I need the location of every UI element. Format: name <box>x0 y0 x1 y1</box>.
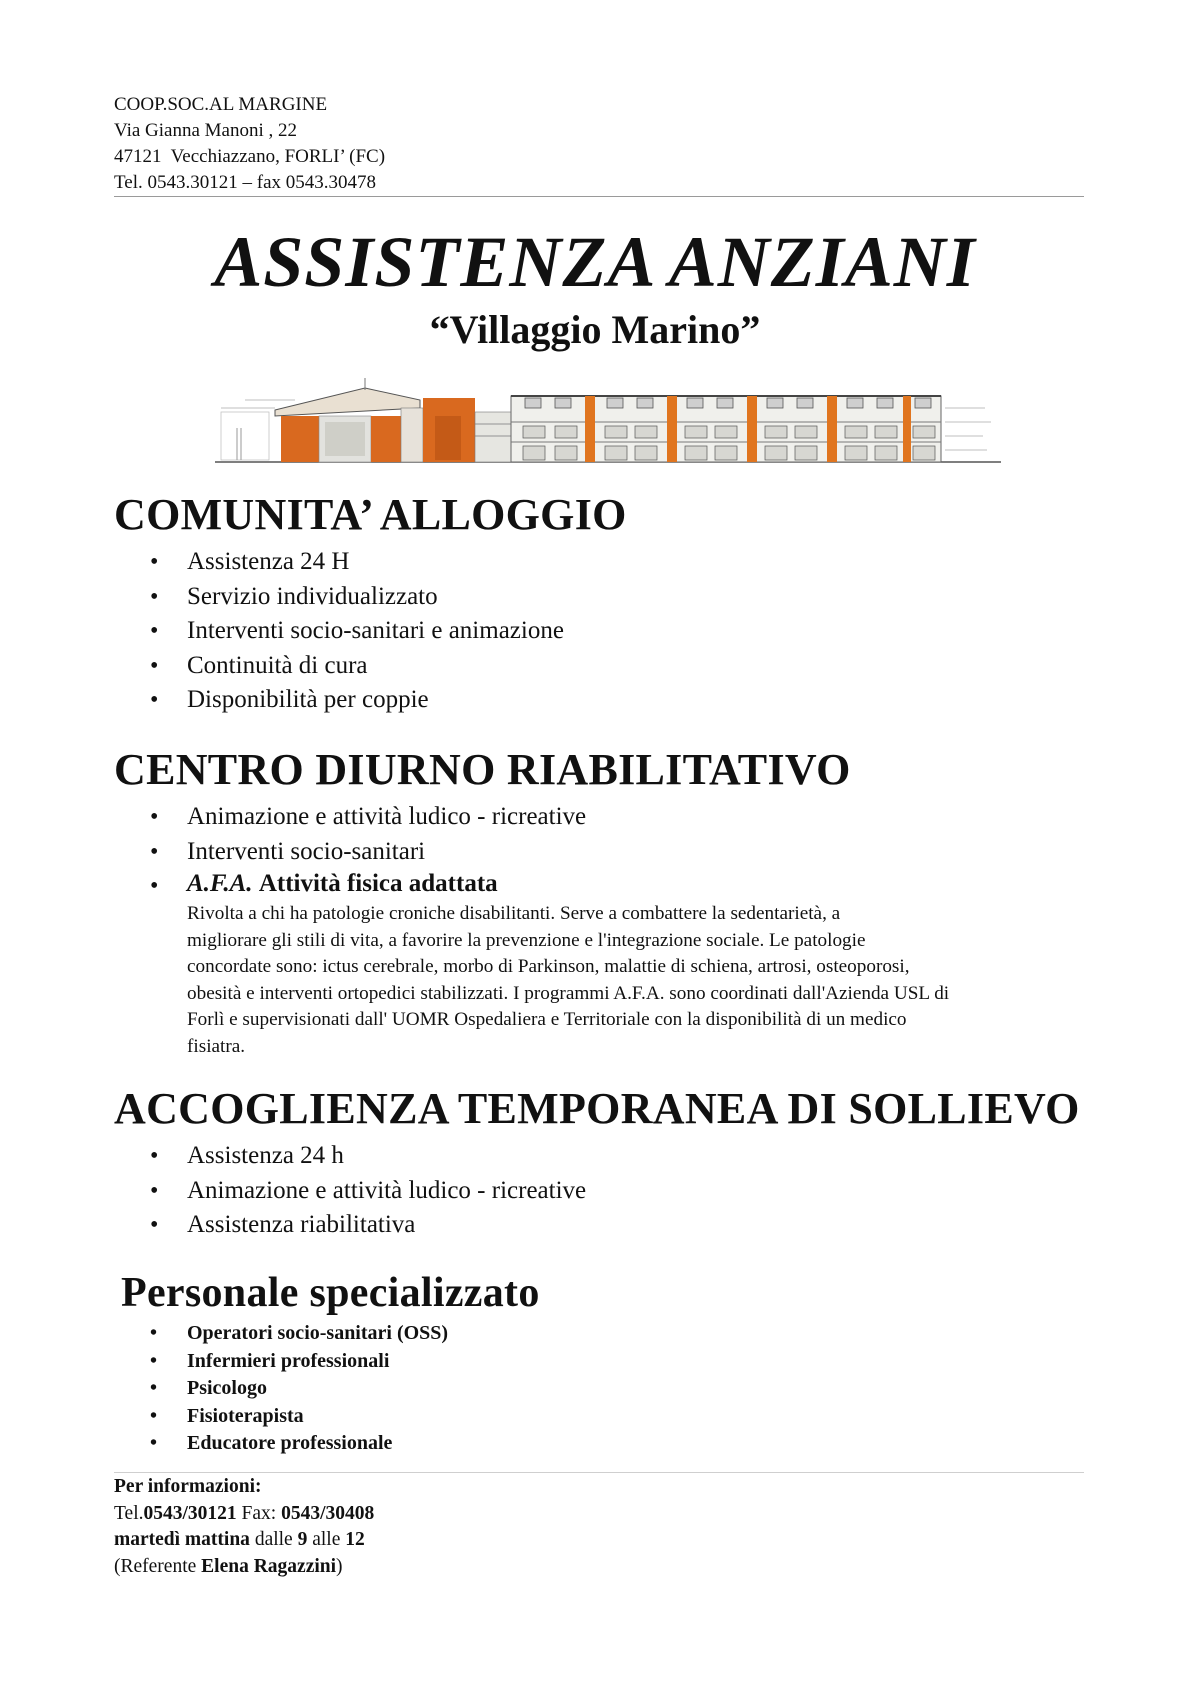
list-item: • Continuità di cura <box>114 649 1114 684</box>
afa-line: Forlì e supervisionati dall' UOMR Ospedaliera e Territoriale con la disponibilità di un medico <box>187 1009 907 1030</box>
org-address: Via Gianna Manoni , 22 <box>114 120 298 141</box>
bullet-icon: • <box>150 652 159 679</box>
list-item: • Animazione e attività ludico - ricreative <box>114 800 1114 835</box>
section-heading: COMUNITA’ ALLOGGIO <box>114 490 627 539</box>
section-centro-diurno <box>114 745 1114 1060</box>
list-item: • Servizio individualizzato <box>114 580 1114 615</box>
services-list <box>114 1139 1114 1243</box>
section-heading: CENTRO DIURNO RIABILITATIVO <box>114 745 851 794</box>
bullet-icon: • <box>150 618 159 644</box>
bullet-icon: • <box>150 1404 158 1427</box>
bullet-icon: • <box>150 1432 158 1454</box>
afa-description <box>187 901 1097 1060</box>
list-item: • Interventi socio-sanitari <box>114 835 1114 870</box>
afa-line: migliorare gli stili di vita, a favorire la prevenzione e l'integrazione sociale. Le patologie <box>187 929 866 951</box>
bullet-icon: • <box>150 1322 158 1344</box>
bullet-icon: • <box>150 583 159 610</box>
section-comunita-alloggio <box>114 490 1114 718</box>
bullet-icon: • <box>150 549 159 575</box>
bullet-icon: • <box>150 1377 158 1399</box>
afa-abbreviation: A.F.A. <box>187 870 253 897</box>
info-hours: martedì mattina dalle 9 alle 12 <box>114 1529 365 1550</box>
org-city: 47121 Vecchiazzano, FORLI’ (FC) <box>114 146 386 167</box>
phone-number: 0543/30121 <box>143 1502 237 1524</box>
section-heading: ACCOGLIENZA TEMPORANEA DI SOLLIEVO <box>114 1084 1080 1133</box>
footer-divider <box>114 1472 1084 1473</box>
bullet-icon: • <box>150 1212 159 1238</box>
list-item: • Animazione e attività ludico - ricreative <box>114 1174 1114 1209</box>
header-divider <box>114 196 1084 197</box>
org-contacts: Tel. 0543.30121 – fax 0543.30478 <box>114 172 377 193</box>
list-item: • Infermieri professionali <box>114 1348 1114 1376</box>
section-personale <box>114 1268 1114 1458</box>
afa-line: Rivolta a chi ha patologie croniche disabilitanti. Serve a combattere la sedentarietà, a <box>187 903 841 924</box>
building-elevation-image <box>215 378 1001 466</box>
list-item: • Fisioterapista <box>114 1403 1114 1431</box>
list-item: • Disponibilità per coppie <box>114 683 1114 718</box>
info-label: Per informazioni: <box>114 1476 262 1497</box>
list-item: • Assistenza 24 h <box>114 1139 1114 1174</box>
afa-line: obesità e interventi ortopedici stabilizzati. I programmi A.F.A. sono coordinati dall'Azienda USL di <box>187 982 950 1004</box>
afa-title: Attività fisica adattata <box>258 870 498 897</box>
org-name: COOP.SOC.AL MARGINE <box>114 94 328 115</box>
afa-heading <box>187 869 1114 899</box>
list-item-afa <box>114 869 1114 1060</box>
fax-number: 0543/30408 <box>281 1502 375 1524</box>
section-accoglienza-sollievo <box>114 1084 1114 1243</box>
info-referent: (Referente Elena Ragazzini) <box>114 1555 343 1577</box>
referent-name: Elena Ragazzini <box>201 1555 337 1577</box>
services-list <box>114 545 1114 718</box>
letterhead <box>114 92 1084 196</box>
section-heading: Personale specializzato <box>121 1270 540 1316</box>
page-subtitle: “Villaggio Marino” <box>429 307 761 352</box>
bullet-icon: • <box>150 1349 158 1372</box>
list-item: • Interventi socio-sanitari e animazione <box>114 614 1114 649</box>
services-list <box>114 800 1114 1060</box>
list-item: • Psicologo <box>114 1375 1114 1403</box>
info-phone-fax: Tel.0543/30121 Fax: 0543/30408 <box>114 1502 375 1524</box>
staff-list <box>114 1320 1114 1458</box>
bullet-icon: • <box>150 873 159 899</box>
list-item: • Assistenza 24 H <box>114 545 1114 580</box>
page-title: ASSISTENZA ANZIANI <box>214 222 976 302</box>
afa-line: concordate sono: ictus cerebrale, morbo di Parkinson, malattie di schiena, artrosi, osteoporosi, <box>187 956 910 977</box>
contact-info <box>114 1474 1084 1580</box>
list-item: • Educatore professionale <box>114 1430 1114 1458</box>
bullet-icon: • <box>150 1177 159 1204</box>
bullet-icon: • <box>150 804 159 830</box>
bullet-icon: • <box>150 838 159 865</box>
list-item: • Assistenza riabilitativa <box>114 1208 1114 1243</box>
list-item: • Operatori socio-sanitari (OSS) <box>114 1320 1114 1348</box>
afa-line: fisiatra. <box>187 1035 246 1057</box>
bullet-icon: • <box>150 1143 159 1169</box>
bullet-icon: • <box>150 687 159 713</box>
